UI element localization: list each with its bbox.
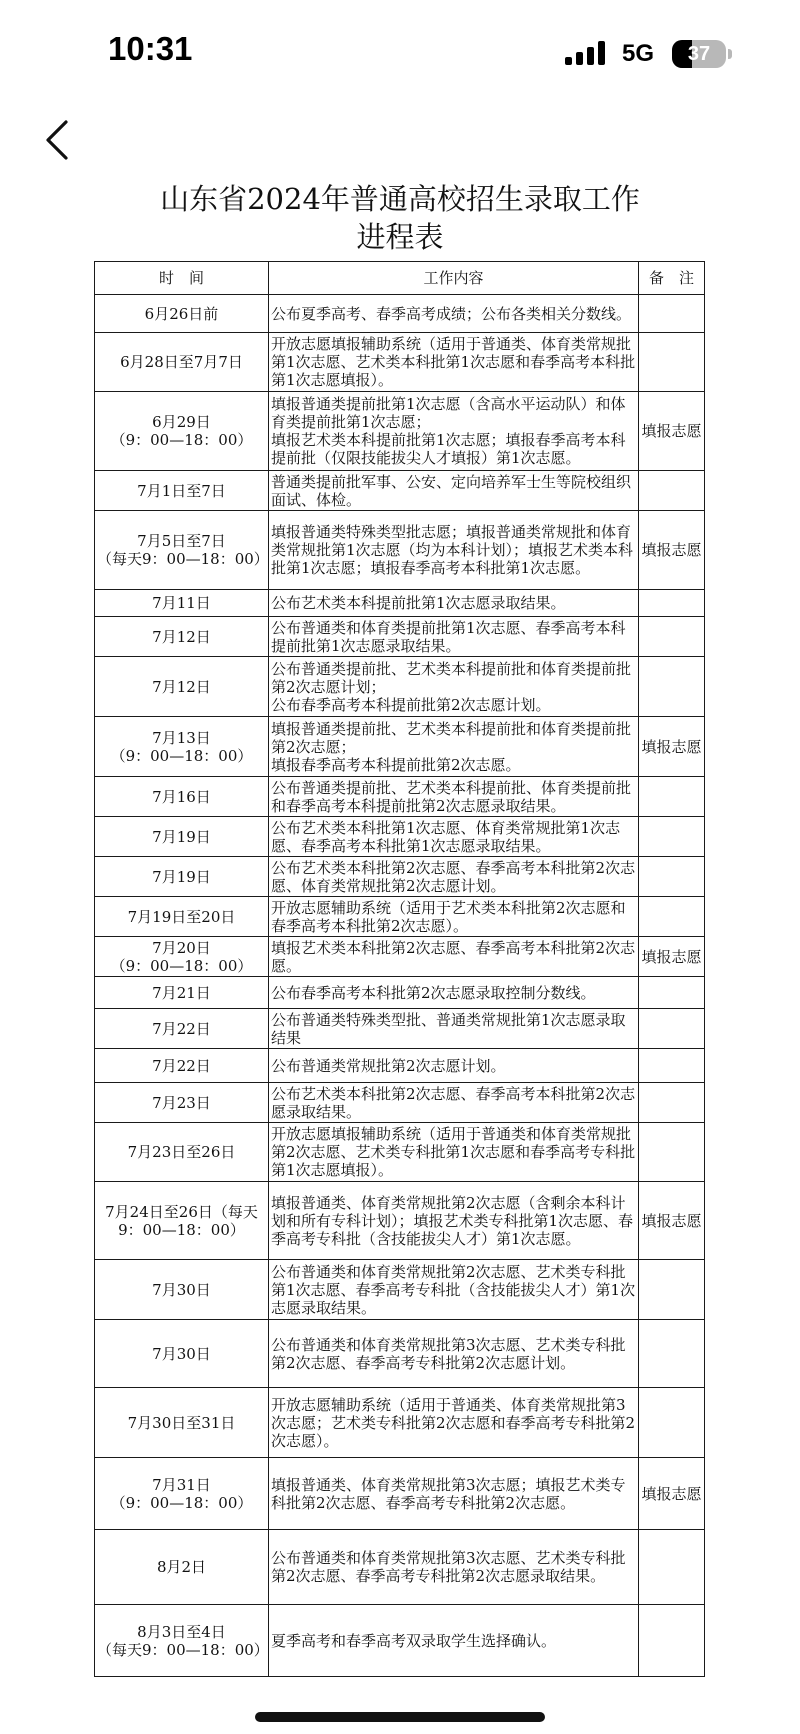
- row-work: 开放志愿辅助系统（适用于普通类、体育类常规批第3次志愿；艺术类专科批第2次志愿和春季高考专科批第2次志愿）。: [269, 1388, 639, 1458]
- row-work: 公布艺术类本科批第2次志愿、春季高考本科批第2次志愿、体育类常规批第2次志愿计划。: [269, 857, 639, 897]
- row-time: 7月19日至20日: [95, 897, 269, 937]
- table-row: [95, 333, 705, 392]
- row-note: [639, 1388, 705, 1458]
- table-row: [95, 977, 705, 1009]
- document-title-line2: 进程表: [356, 220, 444, 254]
- row-note: [639, 1123, 705, 1182]
- row-note: [639, 897, 705, 937]
- row-note: 填报志愿: [639, 937, 705, 977]
- row-work: 填报普通类特殊类型批志愿；填报普通类常规批和体育类常规批第1次志愿（均为本科计划）；填报艺术类本科批第1次志愿；填报春季高考本科批第1次志愿。: [269, 511, 639, 590]
- row-note: [639, 1320, 705, 1388]
- battery-tip: [728, 49, 732, 59]
- table-row: [95, 857, 705, 897]
- row-time: 8月3日至4日 （每天9：00—18：00）: [95, 1605, 269, 1677]
- status-time: 10:31: [108, 30, 193, 67]
- row-time: 7月22日: [95, 1049, 269, 1083]
- row-note: 填报志愿: [639, 511, 705, 590]
- row-work: 公布普通类和体育类常规批第3次志愿、艺术类专科批第2次志愿、春季高考专科批第2次志愿录取结果。: [269, 1530, 639, 1605]
- table-row: [95, 777, 705, 817]
- table-row: [95, 295, 705, 333]
- row-work: 公布普通类和体育类常规批第3次志愿、艺术类专科批第2次志愿、春季高考专科批第2次志愿计划。: [269, 1320, 639, 1388]
- row-time: 7月24日至26日（每天9：00—18：00）: [95, 1182, 269, 1260]
- row-note: [639, 333, 705, 392]
- header-time: 时 间: [95, 262, 269, 295]
- row-time: 7月12日: [95, 657, 269, 717]
- row-note: [639, 1530, 705, 1605]
- row-time: 8月2日: [95, 1530, 269, 1605]
- row-time: 7月31日 （9：00—18：00）: [95, 1458, 269, 1530]
- table-row: [95, 1320, 705, 1388]
- table-row: [95, 1388, 705, 1458]
- table-row: [95, 717, 705, 777]
- table-row: [95, 1083, 705, 1123]
- row-work: 公布艺术类本科批第1次志愿、体育类常规批第1次志愿、春季高考本科批第1次志愿录取结果。: [269, 817, 639, 857]
- row-note: [639, 977, 705, 1009]
- schedule-table: [94, 261, 705, 1677]
- row-work: 填报艺术类本科批第2次志愿、春季高考本科批第2次志愿。: [269, 937, 639, 977]
- row-note: [639, 777, 705, 817]
- row-work: 公布普通类常规批第2次志愿计划。: [269, 1049, 639, 1083]
- battery-level: 37: [687, 43, 711, 65]
- row-work: 普通类提前批军事、公安、定向培养军士生等院校组织面试、体检。: [269, 471, 639, 511]
- status-bar: [0, 0, 800, 100]
- table-row: [95, 392, 705, 471]
- row-note: 填报志愿: [639, 1182, 705, 1260]
- table-row: [95, 1049, 705, 1083]
- chevron-left-icon: [38, 118, 82, 162]
- row-time: 6月28日至7月7日: [95, 333, 269, 392]
- row-time: 7月30日至31日: [95, 1388, 269, 1458]
- row-time: 7月22日: [95, 1009, 269, 1049]
- row-note: [639, 1083, 705, 1123]
- table-row: [95, 1605, 705, 1677]
- table-row: [95, 897, 705, 937]
- row-time: 7月21日: [95, 977, 269, 1009]
- header-note: 备 注: [639, 262, 705, 295]
- row-work: 公布普通类和体育类常规批第2次志愿、艺术类专科批第1次志愿、春季高考专科批（含技能拔尖人才）第1次志愿录取结果。: [269, 1260, 639, 1320]
- row-note: [639, 295, 705, 333]
- row-time: 7月13日 （9：00—18：00）: [95, 717, 269, 777]
- row-work: 公布普通类特殊类型批、普通类常规批第1次志愿录取结果: [269, 1009, 639, 1049]
- table-row: [95, 1458, 705, 1530]
- row-time: 7月12日: [95, 617, 269, 657]
- row-work: 公布艺术类本科批第2次志愿、春季高考本科批第2次志愿录取结果。: [269, 1083, 639, 1123]
- row-work: 公布春季高考本科批第2次志愿录取控制分数线。: [269, 977, 639, 1009]
- table-row: [95, 1530, 705, 1605]
- network-type: 5G: [622, 40, 655, 67]
- row-note: 填报志愿: [639, 392, 705, 471]
- table-row: [95, 590, 705, 617]
- signal-bars-icon: [565, 41, 609, 65]
- row-work: 开放志愿辅助系统（适用于艺术类本科批第2次志愿和春季高考本科批第2次志愿）。: [269, 897, 639, 937]
- row-work: 公布夏季高考、春季高考成绩；公布各类相关分数线。: [269, 295, 639, 333]
- table-row: [95, 817, 705, 857]
- row-work: 填报普通类提前批、艺术类本科提前批和体育类提前批第2次志愿； 填报春季高考本科提前批第2次志愿。: [269, 717, 639, 777]
- row-time: 7月19日: [95, 817, 269, 857]
- row-note: [639, 1260, 705, 1320]
- table-row: [95, 937, 705, 977]
- row-note: [639, 1605, 705, 1677]
- table-header-row: [95, 262, 705, 295]
- row-time: 7月16日: [95, 777, 269, 817]
- row-note: [639, 817, 705, 857]
- table-row: [95, 1123, 705, 1182]
- home-indicator[interactable]: [255, 1712, 545, 1722]
- row-note: 填报志愿: [639, 1458, 705, 1530]
- row-time: 7月5日至7日 （每天9：00—18：00）: [95, 511, 269, 590]
- row-note: [639, 617, 705, 657]
- row-time: 6月26日前: [95, 295, 269, 333]
- row-work: 公布普通类提前批、艺术类本科提前批和体育类提前批第2次志愿计划； 公布春季高考本科提前批第2次志愿计划。: [269, 657, 639, 717]
- row-time: 7月1日至7日: [95, 471, 269, 511]
- header-work: 工作内容: [269, 262, 639, 295]
- document-title: [95, 180, 705, 256]
- row-work: 填报普通类提前批第1次志愿（含高水平运动队）和体育类提前批第1次志愿； 填报艺术类本科提前批第1次志愿；填报春季高考本科提前批（仅限技能拔尖人才填报）第1次志愿。: [269, 392, 639, 471]
- row-work: 公布普通类提前批、艺术类本科提前批、体育类提前批和春季高考本科提前批第2次志愿录取结果。: [269, 777, 639, 817]
- document-title-line1: 山东省2024年普通高校招生录取工作: [160, 182, 640, 216]
- row-work: 填报普通类、体育类常规批第3次志愿；填报艺术类专科批第2次志愿、春季高考专科批第2次志愿。: [269, 1458, 639, 1530]
- battery-icon: [672, 40, 726, 68]
- table-row: [95, 1009, 705, 1049]
- row-time: 7月11日: [95, 590, 269, 617]
- back-button[interactable]: [38, 118, 82, 162]
- row-time: 7月23日: [95, 1083, 269, 1123]
- row-note: [639, 1049, 705, 1083]
- row-time: 7月30日: [95, 1320, 269, 1388]
- row-time: 7月23日至26日: [95, 1123, 269, 1182]
- row-work: 开放志愿填报辅助系统（适用于普通类和体育类常规批第2次志愿、艺术类专科批第1次志愿和春季高考专科批第1次志愿填报）。: [269, 1123, 639, 1182]
- row-work: 填报普通类、体育类常规批第2次志愿（含剩余本科计划和所有专科计划）；填报艺术类专科批第1次志愿、春季高考专科批（含技能拔尖人才）第1次志愿。: [269, 1182, 639, 1260]
- row-work: 公布普通类和体育类提前批第1次志愿、春季高考本科提前批第1次志愿录取结果。: [269, 617, 639, 657]
- row-note: [639, 657, 705, 717]
- row-note: [639, 590, 705, 617]
- row-work: 公布艺术类本科提前批第1次志愿录取结果。: [269, 590, 639, 617]
- row-time: 7月19日: [95, 857, 269, 897]
- table-row: [95, 657, 705, 717]
- schedule-body: [95, 295, 705, 1677]
- row-time: 7月20日 （9：00—18：00）: [95, 937, 269, 977]
- table-row: [95, 617, 705, 657]
- table-row: [95, 511, 705, 590]
- row-note: [639, 857, 705, 897]
- row-time: 7月30日: [95, 1260, 269, 1320]
- table-row: [95, 1182, 705, 1260]
- row-work: 开放志愿填报辅助系统（适用于普通类、体育类常规批第1次志愿、艺术类本科批第1次志愿和春季高考本科批第1次志愿填报）。: [269, 333, 639, 392]
- table-row: [95, 1260, 705, 1320]
- row-note: 填报志愿: [639, 717, 705, 777]
- table-row: [95, 471, 705, 511]
- row-time: 6月29日 （9：00—18：00）: [95, 392, 269, 471]
- row-note: [639, 1009, 705, 1049]
- row-note: [639, 471, 705, 511]
- row-work: 夏季高考和春季高考双录取学生选择确认。: [269, 1605, 639, 1677]
